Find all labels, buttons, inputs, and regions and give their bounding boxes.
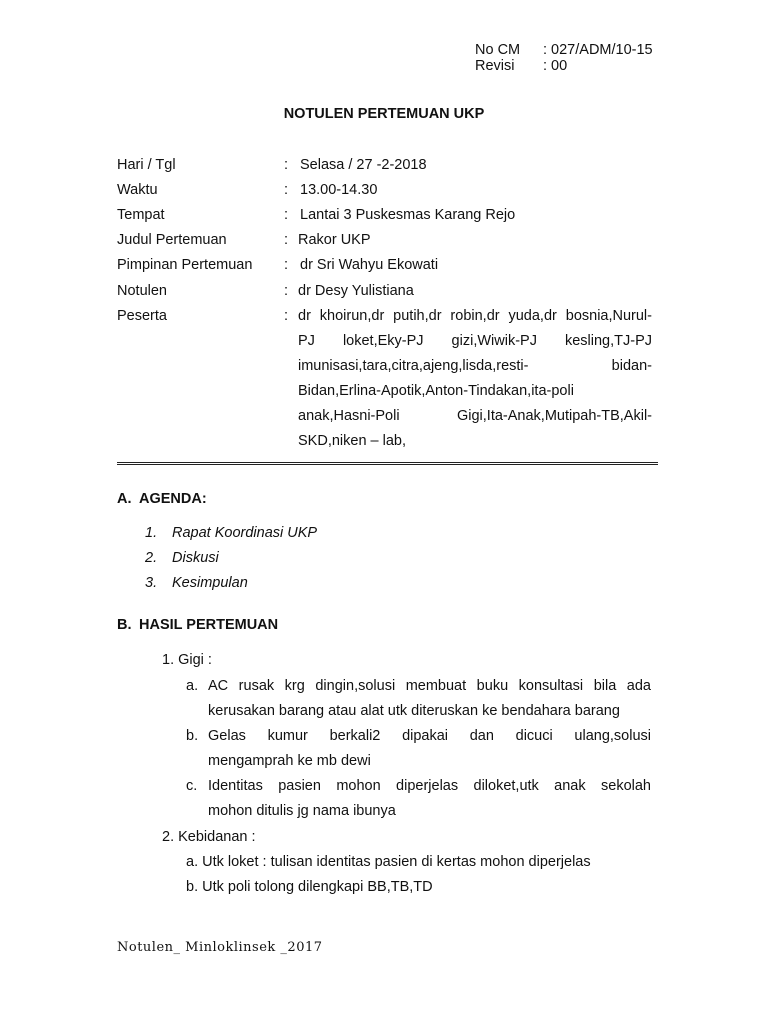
info-colon: : xyxy=(284,308,289,324)
peserta-line: Bidan,Erlina-Apotik,Anton-Tindakan,ita-poli xyxy=(298,383,574,399)
agenda-text: Kesimpulan xyxy=(172,575,248,591)
agenda-text: Rapat Koordinasi UKP xyxy=(172,525,318,541)
agenda-item xyxy=(145,550,219,566)
info-colon: : xyxy=(284,232,289,248)
peserta-line: dr khoirun,dr putih,dr robin,dr yuda,dr bosnia,Nurul- xyxy=(298,308,652,324)
page-title: NOTULEN PERTEMUAN UKP xyxy=(283,106,485,122)
info-value: 13.00-14.30 xyxy=(300,182,378,198)
item-label: c. xyxy=(186,778,198,794)
section-letter: B. xyxy=(117,617,132,633)
revisi-label: Revisi xyxy=(475,58,515,74)
item-line: mohon ditulis jg nama ibunya xyxy=(208,803,396,819)
peserta-line: PJ loket,Eky-PJ gizi,Wiwik-PJ kesling,TJ-PJ xyxy=(298,333,652,349)
section-b-heading xyxy=(117,617,278,633)
agenda-text: Diskusi xyxy=(172,550,219,566)
section-divider xyxy=(117,462,658,465)
info-row-tempat xyxy=(117,205,515,225)
section-a-heading xyxy=(117,491,207,507)
info-label: Hari / Tgl xyxy=(117,157,176,173)
info-value: dr Sri Wahyu Ekowati xyxy=(300,257,439,273)
info-row-notulen xyxy=(117,281,414,301)
info-row-judul xyxy=(117,230,371,250)
section-letter: A. xyxy=(117,491,132,507)
info-label: Waktu xyxy=(117,182,158,198)
peserta-line: SKD,niken – lab, xyxy=(298,433,407,449)
agenda-item xyxy=(145,525,317,541)
item-line: Identitas pasien mohon diperjelas diloket,utk anak sekolah xyxy=(208,778,651,794)
kebidanan-item: b. Utk poli tolong dilengkapi BB,TB,TD xyxy=(186,879,433,895)
revisi-value: : 00 xyxy=(543,58,568,74)
agenda-num: 2. xyxy=(145,550,158,566)
info-colon: : xyxy=(284,257,289,273)
info-row-waktu xyxy=(117,180,377,200)
section-title: HASIL PERTEMUAN xyxy=(139,617,279,633)
doc-code-revisi xyxy=(475,58,567,75)
info-label: Peserta xyxy=(117,308,167,324)
info-colon: : xyxy=(284,182,289,198)
no-cm-label: No CM xyxy=(475,42,521,58)
info-label: Pimpinan Pertemuan xyxy=(117,257,253,273)
agenda-num: 3. xyxy=(145,575,158,591)
agenda-item xyxy=(145,575,248,591)
item-line: mengamprah ke mb dewi xyxy=(208,753,371,769)
info-label: Judul Pertemuan xyxy=(117,232,227,248)
info-label: Notulen xyxy=(117,283,167,299)
info-colon: : xyxy=(284,207,289,223)
info-row-pimpinan xyxy=(117,255,438,275)
agenda-num: 1. xyxy=(145,525,158,541)
info-value: dr Desy Yulistiana xyxy=(298,283,414,299)
peserta-line: anak,Hasni-Poli Gigi,Ita-Anak,Mutipah-TB,Akil- xyxy=(298,408,652,424)
info-value: Lantai 3 Puskesmas Karang Rejo xyxy=(300,207,516,223)
item-label: a. xyxy=(186,678,199,694)
info-row-peserta xyxy=(117,306,298,326)
kebidanan-item: a. Utk loket : tulisan identitas pasien di kertas mohon diperjelas xyxy=(186,854,591,870)
info-value: Selasa / 27 -2-2018 xyxy=(300,157,427,173)
info-label: Tempat xyxy=(117,207,165,223)
page-footer: Notulen_ Minloklinsek _2017 xyxy=(117,940,323,955)
hasil-gigi-title: 1. Gigi : xyxy=(162,652,212,668)
info-value: Rakor UKP xyxy=(298,232,371,248)
section-title: AGENDA: xyxy=(139,491,207,507)
item-label: b. xyxy=(186,728,199,744)
hasil-kebidanan-title: 2. Kebidanan : xyxy=(162,829,256,845)
info-colon: : xyxy=(284,157,289,173)
item-line: kerusakan barang atau alat utk diteruskan ke bendahara barang xyxy=(208,703,620,719)
doc-code-no-cm xyxy=(475,42,653,59)
info-colon: : xyxy=(284,283,289,299)
item-line: Gelas kumur berkali2 dipakai dan dicuci ulang,solusi xyxy=(208,728,651,744)
no-cm-value: : 027/ADM/10-15 xyxy=(543,42,653,58)
peserta-line: imunisasi,tara,citra,ajeng,lisda,resti- bidan- xyxy=(298,358,652,374)
item-line: AC rusak krg dingin,solusi membuat buku konsultasi bila ada xyxy=(208,678,651,694)
info-row-hari xyxy=(117,155,427,175)
